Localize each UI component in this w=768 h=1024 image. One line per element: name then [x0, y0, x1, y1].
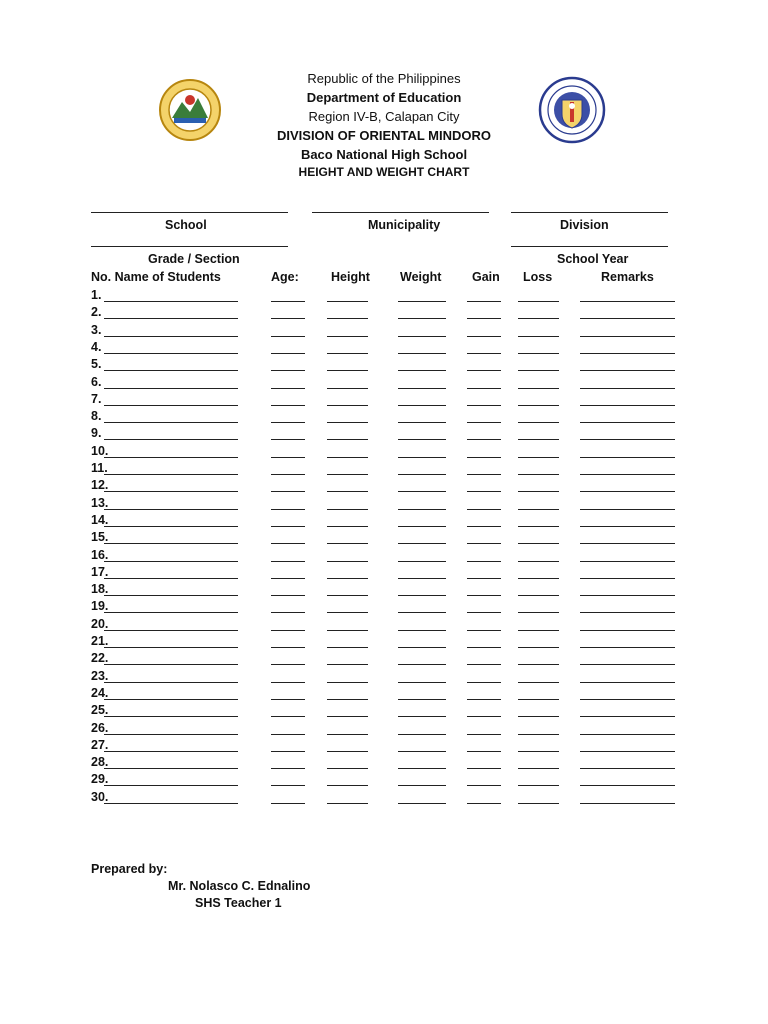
loss-line[interactable] — [518, 647, 559, 648]
gain-line[interactable] — [467, 578, 501, 579]
loss-line[interactable] — [518, 578, 559, 579]
loss-line[interactable] — [518, 716, 559, 717]
remarks-line[interactable] — [580, 578, 675, 579]
loss-line[interactable] — [518, 301, 559, 302]
weight-line[interactable] — [398, 716, 446, 717]
height-line[interactable] — [327, 439, 368, 440]
row-number: 3. — [91, 322, 102, 337]
gain-line[interactable] — [467, 612, 501, 613]
height-line[interactable] — [327, 630, 368, 631]
loss-line[interactable] — [518, 561, 559, 562]
weight-line[interactable] — [398, 439, 446, 440]
weight-line[interactable] — [398, 491, 446, 492]
division-line: DIVISION OF ORIENTAL MINDORO — [276, 128, 492, 143]
height-line[interactable] — [327, 699, 368, 700]
row-number: 10. — [91, 443, 109, 458]
age-line[interactable] — [271, 318, 305, 319]
table-row — [0, 288, 768, 305]
table-row — [0, 755, 768, 772]
loss-line[interactable] — [518, 405, 559, 406]
division-label: Division — [560, 218, 609, 232]
remarks-line[interactable] — [580, 526, 675, 527]
student-name-line[interactable] — [104, 543, 238, 544]
height-line[interactable] — [327, 751, 368, 752]
remarks-line[interactable] — [580, 370, 675, 371]
age-line[interactable] — [271, 336, 305, 337]
grade-section-label: Grade / Section — [148, 252, 240, 266]
weight-line[interactable] — [398, 803, 446, 804]
weight-line[interactable] — [398, 422, 446, 423]
weight-line[interactable] — [398, 647, 446, 648]
row-number: 8. — [91, 409, 102, 424]
school-year-field-line[interactable] — [511, 246, 668, 247]
remarks-line[interactable] — [580, 716, 675, 717]
gain-line[interactable] — [467, 370, 501, 371]
row-number: 19. — [91, 599, 109, 614]
gain-line[interactable] — [467, 699, 501, 700]
gain-line[interactable] — [467, 768, 501, 769]
preparer-name: Mr. Nolasco C. Ednalino — [168, 879, 311, 893]
republic-line: Republic of the Philippines — [307, 71, 461, 86]
table-row — [0, 444, 768, 461]
remarks-line[interactable] — [580, 353, 675, 354]
age-line[interactable] — [271, 509, 305, 510]
student-name-line[interactable] — [104, 803, 238, 804]
gain-line[interactable] — [467, 491, 501, 492]
age-line[interactable] — [271, 612, 305, 613]
student-name-line[interactable] — [104, 647, 238, 648]
age-line[interactable] — [271, 439, 305, 440]
row-number: 15. — [91, 530, 109, 545]
height-line[interactable] — [327, 422, 368, 423]
age-line[interactable] — [271, 561, 305, 562]
weight-line[interactable] — [398, 405, 446, 406]
row-number: 11. — [91, 461, 108, 475]
height-line[interactable] — [327, 647, 368, 648]
age-line[interactable] — [271, 474, 305, 475]
height-line[interactable] — [327, 405, 368, 406]
preparer-position: SHS Teacher 1 — [195, 896, 282, 910]
student-name-line[interactable] — [104, 578, 238, 579]
remarks-line[interactable] — [580, 664, 675, 665]
age-line[interactable] — [271, 768, 305, 769]
student-name-line[interactable] — [104, 734, 238, 735]
loss-line[interactable] — [518, 785, 559, 786]
height-line[interactable] — [327, 785, 368, 786]
region-line: Region IV-B, Calapan City — [308, 109, 460, 124]
row-number: 5. — [91, 357, 102, 372]
table-row — [0, 513, 768, 530]
age-line[interactable] — [271, 664, 305, 665]
student-name-line[interactable] — [104, 388, 238, 389]
municipality-field-line[interactable] — [312, 212, 489, 213]
row-number: 26. — [91, 720, 109, 735]
loss-line[interactable] — [518, 388, 559, 389]
remarks-line[interactable] — [580, 509, 675, 510]
student-name-line[interactable] — [104, 405, 238, 406]
department-line: Department of Education — [306, 90, 462, 105]
remarks-line[interactable] — [580, 388, 675, 389]
table-row — [0, 461, 768, 478]
remarks-line[interactable] — [580, 699, 675, 700]
remarks-line[interactable] — [580, 595, 675, 596]
table-row — [0, 548, 768, 565]
col-remarks-header: Remarks — [601, 270, 654, 284]
height-line[interactable] — [327, 578, 368, 579]
loss-line[interactable] — [518, 682, 559, 683]
row-number: 22. — [91, 651, 109, 666]
grade-section-field-line[interactable] — [91, 246, 288, 247]
row-number: 9. — [91, 426, 102, 441]
row-number: 17. — [91, 564, 109, 579]
height-line[interactable] — [327, 526, 368, 527]
row-number: 13. — [91, 495, 109, 510]
remarks-line[interactable] — [580, 405, 675, 406]
age-line[interactable] — [271, 682, 305, 683]
age-line[interactable] — [271, 803, 305, 804]
student-name-line[interactable] — [104, 664, 238, 665]
weight-line[interactable] — [398, 682, 446, 683]
loss-line[interactable] — [518, 457, 559, 458]
height-line[interactable] — [327, 561, 368, 562]
gain-line[interactable] — [467, 561, 501, 562]
gain-line[interactable] — [467, 405, 501, 406]
remarks-line[interactable] — [580, 630, 675, 631]
loss-line[interactable] — [518, 474, 559, 475]
age-line[interactable] — [271, 785, 305, 786]
prepared-by-label: Prepared by: — [91, 862, 168, 876]
height-line[interactable] — [327, 353, 368, 354]
table-row — [0, 738, 768, 755]
remarks-line[interactable] — [580, 561, 675, 562]
weight-line[interactable] — [398, 578, 446, 579]
student-name-line[interactable] — [104, 422, 238, 423]
table-row — [0, 565, 768, 582]
row-number: 30. — [91, 789, 109, 804]
student-name-line[interactable] — [104, 474, 238, 475]
col-name-header: No. Name of Students — [91, 270, 221, 284]
loss-line[interactable] — [518, 491, 559, 492]
remarks-line[interactable] — [580, 647, 675, 648]
gain-line[interactable] — [467, 318, 501, 319]
age-line[interactable] — [271, 543, 305, 544]
school-label: School — [165, 218, 207, 232]
age-line[interactable] — [271, 370, 305, 371]
weight-line[interactable] — [398, 785, 446, 786]
loss-line[interactable] — [518, 768, 559, 769]
height-line[interactable] — [327, 682, 368, 683]
table-row — [0, 703, 768, 720]
age-line[interactable] — [271, 716, 305, 717]
table-row — [0, 392, 768, 409]
height-line[interactable] — [327, 370, 368, 371]
gain-line[interactable] — [467, 751, 501, 752]
loss-line[interactable] — [518, 336, 559, 337]
table-row — [0, 426, 768, 443]
weight-line[interactable] — [398, 388, 446, 389]
gain-line[interactable] — [467, 647, 501, 648]
remarks-line[interactable] — [580, 803, 675, 804]
student-name-line[interactable] — [104, 526, 238, 527]
weight-line[interactable] — [398, 664, 446, 665]
student-name-line[interactable] — [104, 612, 238, 613]
weight-line[interactable] — [398, 595, 446, 596]
height-line[interactable] — [327, 509, 368, 510]
municipality-label: Municipality — [368, 218, 441, 232]
age-line[interactable] — [271, 630, 305, 631]
row-number: 27. — [91, 737, 109, 752]
remarks-line[interactable] — [580, 491, 675, 492]
student-name-line[interactable] — [104, 301, 238, 302]
age-line[interactable] — [271, 699, 305, 700]
row-number: 29. — [91, 772, 109, 787]
height-line[interactable] — [327, 301, 368, 302]
age-line[interactable] — [271, 388, 305, 389]
col-height-header: Height — [331, 270, 370, 284]
remarks-line[interactable] — [580, 768, 675, 769]
row-number: 12. — [91, 478, 109, 493]
school-year-label: School Year — [557, 252, 629, 266]
age-line[interactable] — [271, 578, 305, 579]
student-name-line[interactable] — [104, 630, 238, 631]
row-number: 14. — [91, 512, 109, 527]
weight-line[interactable] — [398, 768, 446, 769]
remarks-line[interactable] — [580, 751, 675, 752]
row-number: 25. — [91, 703, 109, 718]
weight-line[interactable] — [398, 526, 446, 527]
table-row — [0, 340, 768, 357]
table-row — [0, 496, 768, 513]
weight-line[interactable] — [398, 612, 446, 613]
gain-line[interactable] — [467, 595, 501, 596]
weight-line[interactable] — [398, 370, 446, 371]
loss-line[interactable] — [518, 353, 559, 354]
row-number: 2. — [91, 305, 102, 320]
row-number: 1. — [91, 288, 102, 302]
remarks-line[interactable] — [580, 318, 675, 319]
school-line: Baco National High School — [300, 147, 468, 162]
table-row — [0, 530, 768, 547]
loss-line[interactable] — [518, 543, 559, 544]
gain-line[interactable] — [467, 336, 501, 337]
gain-line[interactable] — [467, 422, 501, 423]
height-line[interactable] — [327, 336, 368, 337]
gain-line[interactable] — [467, 388, 501, 389]
loss-line[interactable] — [518, 751, 559, 752]
row-number: 20. — [91, 616, 109, 631]
table-row — [0, 651, 768, 668]
loss-line[interactable] — [518, 422, 559, 423]
weight-line[interactable] — [398, 734, 446, 735]
weight-line[interactable] — [398, 318, 446, 319]
col-loss-header: Loss — [523, 270, 553, 284]
student-name-line[interactable] — [104, 318, 238, 319]
age-line[interactable] — [271, 734, 305, 735]
table-row — [0, 790, 768, 807]
table-row — [0, 772, 768, 789]
row-number: 28. — [91, 755, 109, 770]
gain-line[interactable] — [467, 785, 501, 786]
age-line[interactable] — [271, 751, 305, 752]
weight-line[interactable] — [398, 353, 446, 354]
table-row — [0, 617, 768, 634]
row-number: 18. — [91, 582, 109, 597]
height-line[interactable] — [327, 595, 368, 596]
row-number: 6. — [91, 374, 102, 389]
table-row — [0, 375, 768, 392]
weight-line[interactable] — [398, 630, 446, 631]
chart-title: HEIGHT AND WEIGHT CHART — [298, 165, 470, 179]
loss-line[interactable] — [518, 526, 559, 527]
table-row — [0, 305, 768, 322]
gain-line[interactable] — [467, 716, 501, 717]
loss-line[interactable] — [518, 699, 559, 700]
height-line[interactable] — [327, 491, 368, 492]
loss-line[interactable] — [518, 318, 559, 319]
remarks-line[interactable] — [580, 734, 675, 735]
height-line[interactable] — [327, 803, 368, 804]
school-field-line[interactable] — [91, 212, 288, 213]
student-name-line[interactable] — [104, 336, 238, 337]
table-row — [0, 478, 768, 495]
gain-line[interactable] — [467, 664, 501, 665]
age-line[interactable] — [271, 526, 305, 527]
height-line[interactable] — [327, 457, 368, 458]
gain-line[interactable] — [467, 457, 501, 458]
remarks-line[interactable] — [580, 682, 675, 683]
gain-line[interactable] — [467, 474, 501, 475]
student-name-line[interactable] — [104, 509, 238, 510]
height-line[interactable] — [327, 612, 368, 613]
remarks-line[interactable] — [580, 457, 675, 458]
weight-line[interactable] — [398, 509, 446, 510]
student-name-line[interactable] — [104, 785, 238, 786]
student-name-line[interactable] — [104, 370, 238, 371]
gain-line[interactable] — [467, 803, 501, 804]
loss-line[interactable] — [518, 612, 559, 613]
age-line[interactable] — [271, 457, 305, 458]
weight-line[interactable] — [398, 751, 446, 752]
remarks-line[interactable] — [580, 422, 675, 423]
age-line[interactable] — [271, 595, 305, 596]
row-number: 21. — [91, 634, 109, 648]
student-name-line[interactable] — [104, 491, 238, 492]
age-line[interactable] — [271, 353, 305, 354]
gain-line[interactable] — [467, 682, 501, 683]
col-weight-header: Weight — [400, 270, 442, 284]
age-line[interactable] — [271, 301, 305, 302]
remarks-line[interactable] — [580, 336, 675, 337]
age-line[interactable] — [271, 647, 305, 648]
gain-line[interactable] — [467, 509, 501, 510]
loss-line[interactable] — [518, 370, 559, 371]
student-name-line[interactable] — [104, 353, 238, 354]
height-line[interactable] — [327, 388, 368, 389]
table-row — [0, 686, 768, 703]
remarks-line[interactable] — [580, 474, 675, 475]
row-number: 4. — [91, 339, 102, 354]
gain-line[interactable] — [467, 353, 501, 354]
row-number: 24. — [91, 685, 109, 700]
gain-line[interactable] — [467, 301, 501, 302]
table-row — [0, 634, 768, 651]
height-line[interactable] — [327, 768, 368, 769]
student-name-line[interactable] — [104, 682, 238, 683]
weight-line[interactable] — [398, 543, 446, 544]
student-name-line[interactable] — [104, 457, 238, 458]
table-row — [0, 323, 768, 340]
height-line[interactable] — [327, 734, 368, 735]
height-line[interactable] — [327, 318, 368, 319]
weight-line[interactable] — [398, 457, 446, 458]
height-line[interactable] — [327, 543, 368, 544]
remarks-line[interactable] — [580, 439, 675, 440]
loss-line[interactable] — [518, 630, 559, 631]
weight-line[interactable] — [398, 699, 446, 700]
row-number: 23. — [91, 668, 109, 683]
remarks-line[interactable] — [580, 785, 675, 786]
height-line[interactable] — [327, 664, 368, 665]
col-age-header: Age: — [271, 270, 299, 284]
gain-line[interactable] — [467, 543, 501, 544]
age-line[interactable] — [271, 491, 305, 492]
height-line[interactable] — [327, 474, 368, 475]
table-row — [0, 409, 768, 426]
student-name-line[interactable] — [104, 439, 238, 440]
table-row — [0, 721, 768, 738]
gain-line[interactable] — [467, 630, 501, 631]
student-name-line[interactable] — [104, 751, 238, 752]
age-line[interactable] — [271, 405, 305, 406]
student-name-line[interactable] — [104, 768, 238, 769]
weight-line[interactable] — [398, 474, 446, 475]
col-gain-header: Gain — [472, 270, 500, 284]
student-name-line[interactable] — [104, 716, 238, 717]
row-number: 7. — [91, 391, 102, 406]
table-row — [0, 669, 768, 686]
loss-line[interactable] — [518, 595, 559, 596]
remarks-line[interactable] — [580, 543, 675, 544]
gain-line[interactable] — [467, 526, 501, 527]
weight-line[interactable] — [398, 301, 446, 302]
table-row — [0, 582, 768, 599]
remarks-line[interactable] — [580, 612, 675, 613]
loss-line[interactable] — [518, 803, 559, 804]
gain-line[interactable] — [467, 734, 501, 735]
loss-line[interactable] — [518, 509, 559, 510]
student-name-line[interactable] — [104, 699, 238, 700]
remarks-line[interactable] — [580, 301, 675, 302]
gain-line[interactable] — [467, 439, 501, 440]
height-line[interactable] — [327, 716, 368, 717]
student-name-line[interactable] — [104, 561, 238, 562]
division-field-line[interactable] — [511, 212, 668, 213]
age-line[interactable] — [271, 422, 305, 423]
loss-line[interactable] — [518, 664, 559, 665]
row-number: 16. — [91, 547, 109, 562]
table-row — [0, 599, 768, 616]
weight-line[interactable] — [398, 561, 446, 562]
weight-line[interactable] — [398, 336, 446, 337]
student-name-line[interactable] — [104, 595, 238, 596]
loss-line[interactable] — [518, 439, 559, 440]
table-row — [0, 357, 768, 374]
loss-line[interactable] — [518, 734, 559, 735]
